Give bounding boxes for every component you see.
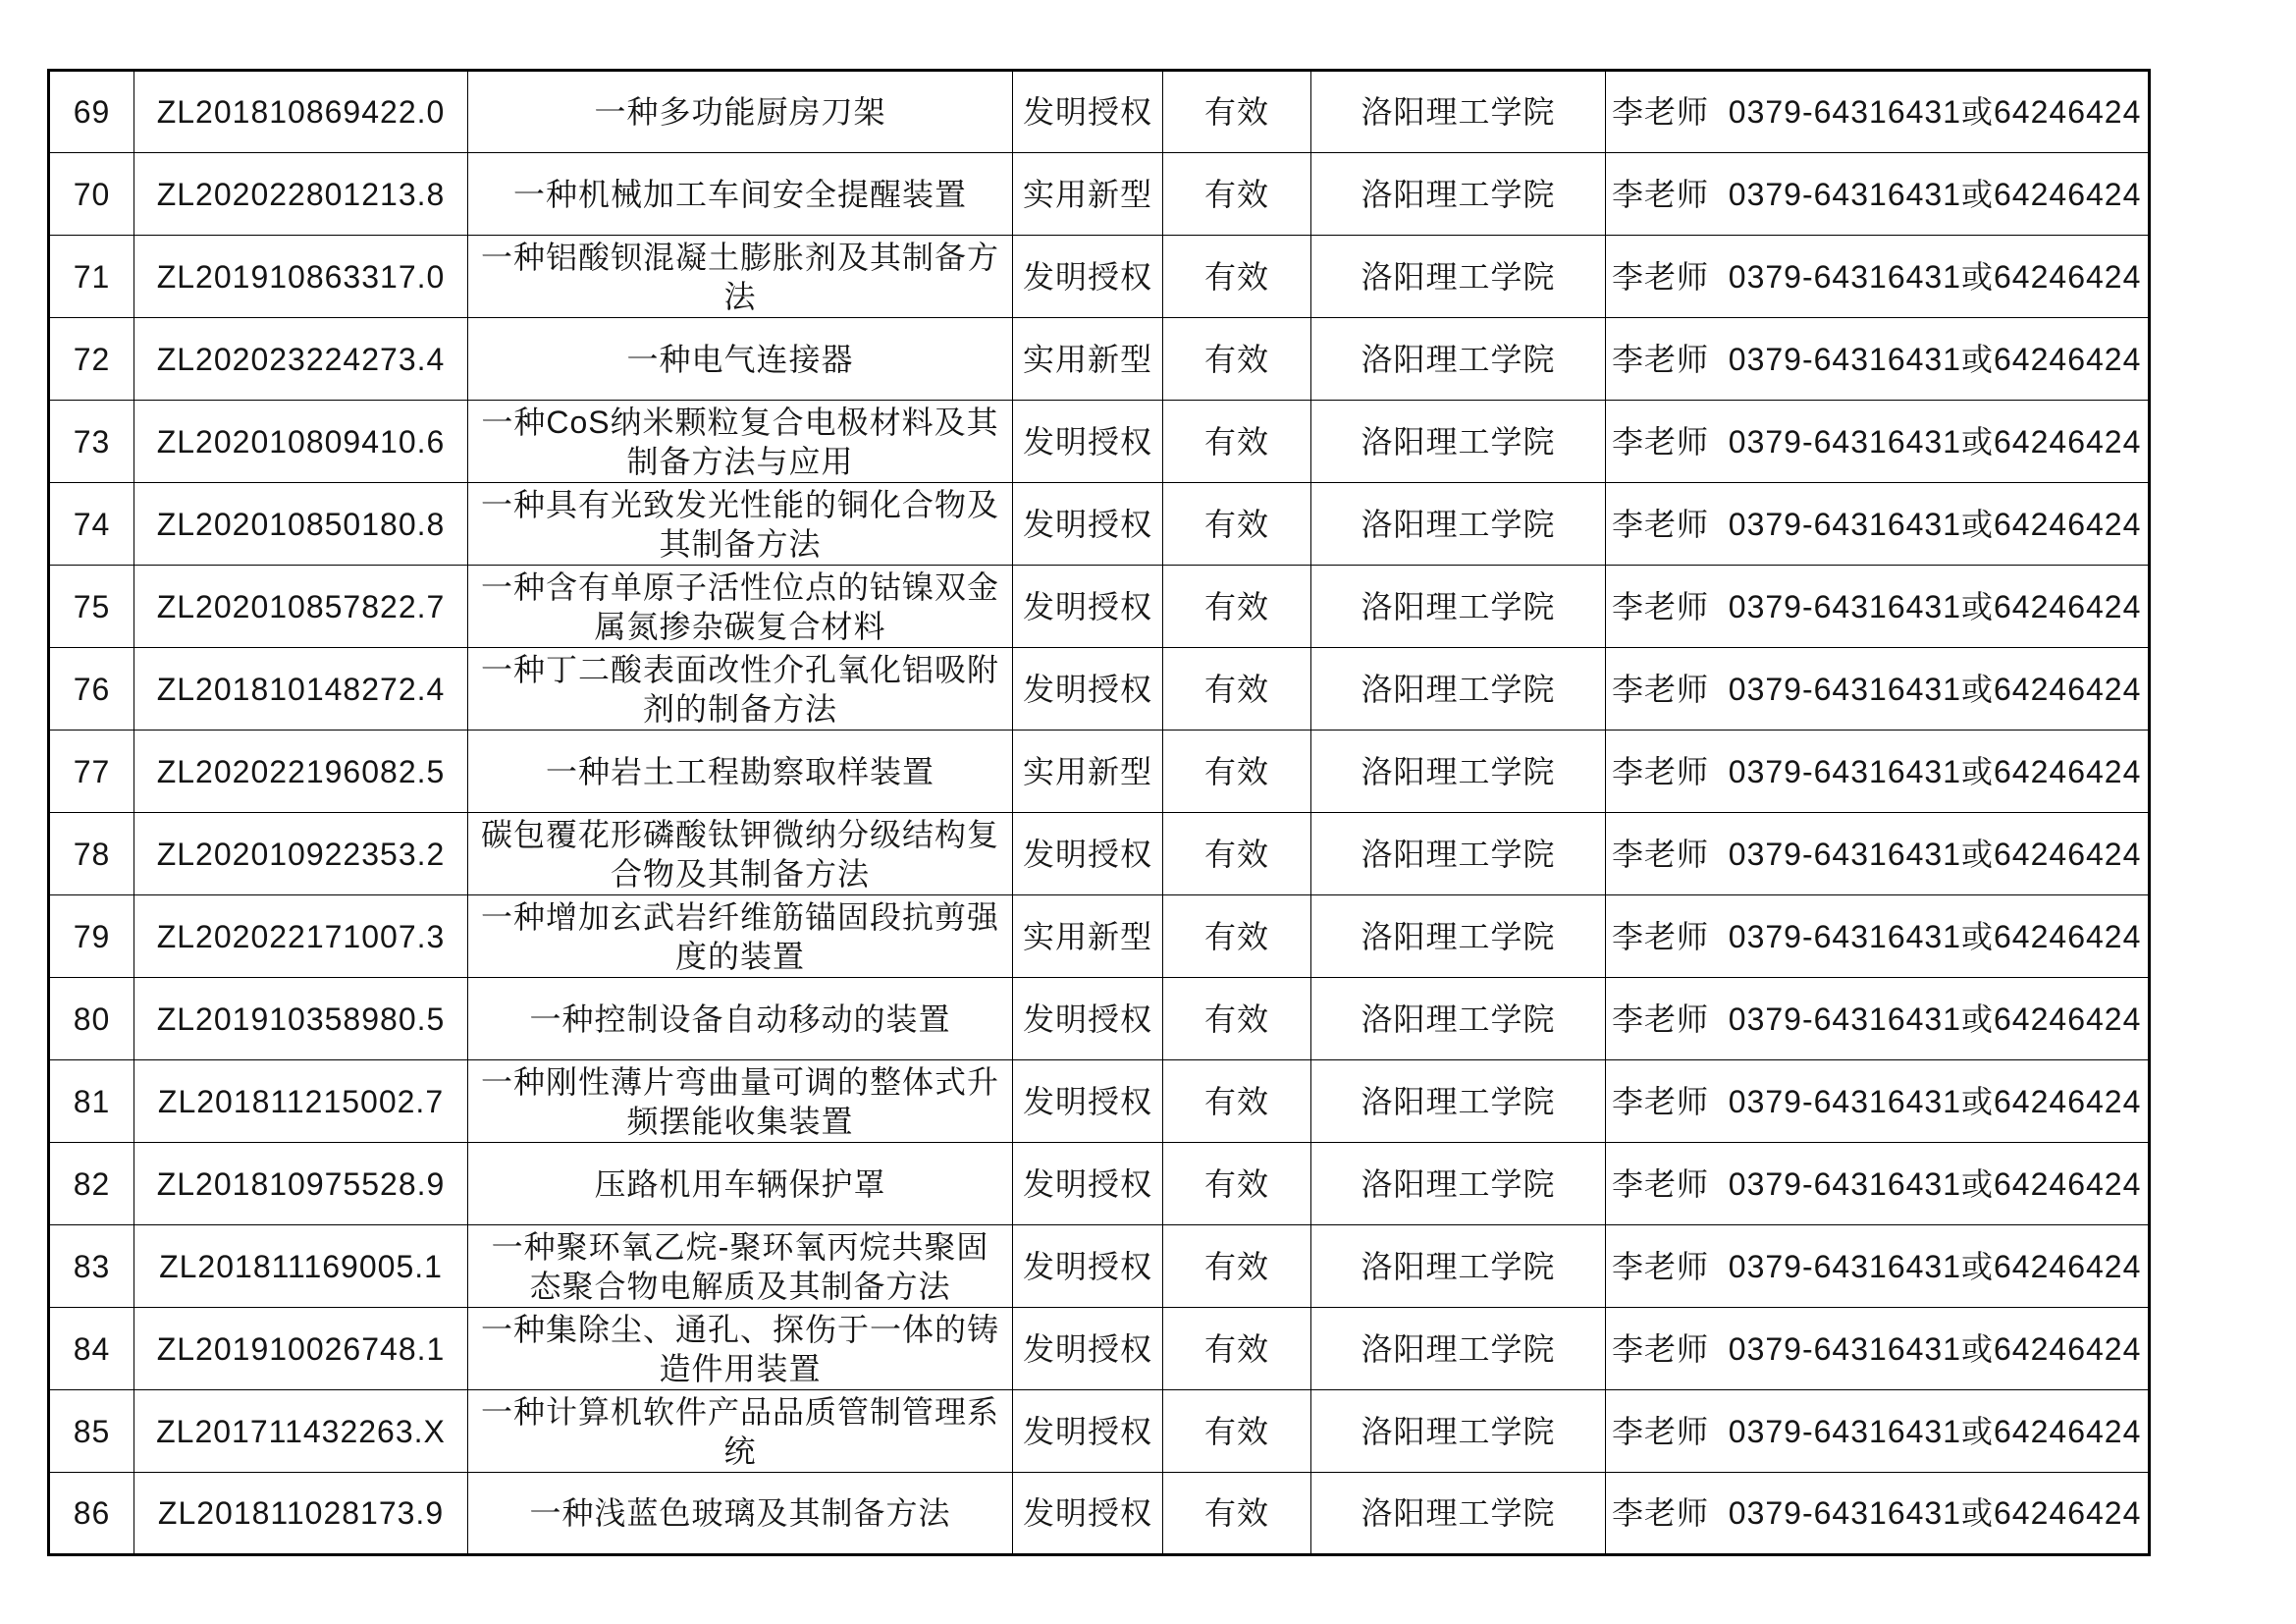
legal-status: 有效 (1163, 236, 1311, 318)
contact-info: 李老师 0379-64316431或64246424 (1606, 401, 2150, 483)
patent-number: ZL201811169005.1 (134, 1225, 468, 1308)
patent-title: 一种岩土工程勘察取样装置 (468, 731, 1013, 813)
table-row (49, 318, 2150, 401)
patent-number: ZL202023224273.4 (134, 318, 468, 401)
contact-info: 李老师 0379-64316431或64246424 (1606, 1308, 2150, 1390)
patent-type: 实用新型 (1013, 731, 1163, 813)
legal-status: 有效 (1163, 1225, 1311, 1308)
patent-type: 实用新型 (1013, 153, 1163, 236)
patent-holder: 洛阳理工学院 (1311, 401, 1606, 483)
patent-title: 一种机械加工车间安全提醒装置 (468, 153, 1013, 236)
patent-title: 一种铝酸钡混凝土膨胀剂及其制备方法 (468, 236, 1013, 318)
patent-title: 一种计算机软件产品品质管制管理系统 (468, 1390, 1013, 1473)
contact-info: 李老师 0379-64316431或64246424 (1606, 731, 2150, 813)
patent-holder: 洛阳理工学院 (1311, 1060, 1606, 1143)
legal-status: 有效 (1163, 813, 1311, 895)
patent-type: 发明授权 (1013, 483, 1163, 566)
row-number: 85 (49, 1390, 134, 1473)
row-number: 82 (49, 1143, 134, 1225)
patent-holder: 洛阳理工学院 (1311, 895, 1606, 978)
table-row (49, 648, 2150, 731)
table-row (49, 1390, 2150, 1473)
row-number: 73 (49, 401, 134, 483)
patent-type: 发明授权 (1013, 978, 1163, 1060)
table-row (49, 978, 2150, 1060)
row-number: 72 (49, 318, 134, 401)
contact-info: 李老师 0379-64316431或64246424 (1606, 236, 2150, 318)
legal-status: 有效 (1163, 318, 1311, 401)
contact-info: 李老师 0379-64316431或64246424 (1606, 1060, 2150, 1143)
patent-number: ZL201910358980.5 (134, 978, 468, 1060)
legal-status: 有效 (1163, 1473, 1311, 1555)
patent-number: ZL201810148272.4 (134, 648, 468, 731)
table-row (49, 1225, 2150, 1308)
table-row (49, 236, 2150, 318)
legal-status: 有效 (1163, 483, 1311, 566)
patent-type: 发明授权 (1013, 236, 1163, 318)
patent-holder: 洛阳理工学院 (1311, 648, 1606, 731)
patent-table (47, 69, 2151, 1556)
table-row (49, 1143, 2150, 1225)
patent-type: 发明授权 (1013, 566, 1163, 648)
patent-title: 一种增加玄武岩纤维筋锚固段抗剪强度的装置 (468, 895, 1013, 978)
row-number: 70 (49, 153, 134, 236)
row-number: 81 (49, 1060, 134, 1143)
patent-holder: 洛阳理工学院 (1311, 566, 1606, 648)
patent-title: 一种集除尘、通孔、探伤于一体的铸造件用装置 (468, 1308, 1013, 1390)
patent-title: 一种控制设备自动移动的装置 (468, 978, 1013, 1060)
patent-holder: 洛阳理工学院 (1311, 483, 1606, 566)
row-number: 78 (49, 813, 134, 895)
patent-type: 发明授权 (1013, 813, 1163, 895)
row-number: 77 (49, 731, 134, 813)
legal-status: 有效 (1163, 895, 1311, 978)
patent-number: ZL201910026748.1 (134, 1308, 468, 1390)
patent-number: ZL202022171007.3 (134, 895, 468, 978)
patent-number: ZL201910863317.0 (134, 236, 468, 318)
patent-type: 发明授权 (1013, 1308, 1163, 1390)
patent-type: 发明授权 (1013, 1060, 1163, 1143)
patent-holder: 洛阳理工学院 (1311, 1473, 1606, 1555)
patent-type: 发明授权 (1013, 71, 1163, 153)
legal-status: 有效 (1163, 566, 1311, 648)
patent-type: 发明授权 (1013, 1390, 1163, 1473)
table-row (49, 1060, 2150, 1143)
patent-holder: 洛阳理工学院 (1311, 978, 1606, 1060)
legal-status: 有效 (1163, 153, 1311, 236)
contact-info: 李老师 0379-64316431或64246424 (1606, 648, 2150, 731)
patent-holder: 洛阳理工学院 (1311, 236, 1606, 318)
patent-type: 发明授权 (1013, 401, 1163, 483)
contact-info: 李老师 0379-64316431或64246424 (1606, 1143, 2150, 1225)
contact-info: 李老师 0379-64316431或64246424 (1606, 566, 2150, 648)
patent-holder: 洛阳理工学院 (1311, 731, 1606, 813)
patent-holder: 洛阳理工学院 (1311, 1308, 1606, 1390)
contact-info: 李老师 0379-64316431或64246424 (1606, 483, 2150, 566)
legal-status: 有效 (1163, 1390, 1311, 1473)
patent-number: ZL201811215002.7 (134, 1060, 468, 1143)
contact-info: 李老师 0379-64316431或64246424 (1606, 978, 2150, 1060)
patent-type: 实用新型 (1013, 318, 1163, 401)
table-row (49, 1473, 2150, 1555)
row-number: 74 (49, 483, 134, 566)
patent-number: ZL201811028173.9 (134, 1473, 468, 1555)
contact-info: 李老师 0379-64316431或64246424 (1606, 813, 2150, 895)
patent-type: 发明授权 (1013, 648, 1163, 731)
legal-status: 有效 (1163, 648, 1311, 731)
table-row (49, 813, 2150, 895)
patent-title: 一种含有单原子活性位点的钴镍双金属氮掺杂碳复合材料 (468, 566, 1013, 648)
patent-title: 碳包覆花形磷酸钛钾微纳分级结构复合物及其制备方法 (468, 813, 1013, 895)
patent-type: 发明授权 (1013, 1473, 1163, 1555)
patent-title: 压路机用车辆保护罩 (468, 1143, 1013, 1225)
legal-status: 有效 (1163, 1143, 1311, 1225)
legal-status: 有效 (1163, 731, 1311, 813)
patent-holder: 洛阳理工学院 (1311, 1143, 1606, 1225)
patent-number: ZL202010809410.6 (134, 401, 468, 483)
patent-holder: 洛阳理工学院 (1311, 1225, 1606, 1308)
patent-title: 一种丁二酸表面改性介孔氧化铝吸附剂的制备方法 (468, 648, 1013, 731)
legal-status: 有效 (1163, 401, 1311, 483)
table-row (49, 566, 2150, 648)
table-row (49, 731, 2150, 813)
contact-info: 李老师 0379-64316431或64246424 (1606, 1390, 2150, 1473)
table-row (49, 153, 2150, 236)
row-number: 86 (49, 1473, 134, 1555)
patent-title: 一种多功能厨房刀架 (468, 71, 1013, 153)
table-row (49, 1308, 2150, 1390)
patent-holder: 洛阳理工学院 (1311, 153, 1606, 236)
patent-number: ZL202010850180.8 (134, 483, 468, 566)
contact-info: 李老师 0379-64316431或64246424 (1606, 153, 2150, 236)
patent-type: 发明授权 (1013, 1225, 1163, 1308)
row-number: 76 (49, 648, 134, 731)
row-number: 79 (49, 895, 134, 978)
table-row (49, 401, 2150, 483)
patent-holder: 洛阳理工学院 (1311, 318, 1606, 401)
patent-number: ZL201810975528.9 (134, 1143, 468, 1225)
legal-status: 有效 (1163, 1308, 1311, 1390)
row-number: 75 (49, 566, 134, 648)
patent-number: ZL201711432263.X (134, 1390, 468, 1473)
contact-info: 李老师 0379-64316431或64246424 (1606, 895, 2150, 978)
contact-info: 李老师 0379-64316431或64246424 (1606, 318, 2150, 401)
patent-title: 一种聚环氧乙烷-聚环氧丙烷共聚固态聚合物电解质及其制备方法 (468, 1225, 1013, 1308)
contact-info: 李老师 0379-64316431或64246424 (1606, 1473, 2150, 1555)
row-number: 71 (49, 236, 134, 318)
legal-status: 有效 (1163, 1060, 1311, 1143)
row-number: 80 (49, 978, 134, 1060)
row-number: 83 (49, 1225, 134, 1308)
patent-title: 一种刚性薄片弯曲量可调的整体式升频摆能收集装置 (468, 1060, 1013, 1143)
patent-number: ZL202010857822.7 (134, 566, 468, 648)
contact-info: 李老师 0379-64316431或64246424 (1606, 71, 2150, 153)
patent-holder: 洛阳理工学院 (1311, 813, 1606, 895)
patent-number: ZL202022801213.8 (134, 153, 468, 236)
patent-title: 一种具有光致发光性能的铜化合物及其制备方法 (468, 483, 1013, 566)
legal-status: 有效 (1163, 71, 1311, 153)
table-row (49, 895, 2150, 978)
patent-title: 一种浅蓝色玻璃及其制备方法 (468, 1473, 1013, 1555)
patent-number: ZL201810869422.0 (134, 71, 468, 153)
patent-title: 一种电气连接器 (468, 318, 1013, 401)
contact-info: 李老师 0379-64316431或64246424 (1606, 1225, 2150, 1308)
patent-holder: 洛阳理工学院 (1311, 71, 1606, 153)
patent-number: ZL202022196082.5 (134, 731, 468, 813)
row-number: 69 (49, 71, 134, 153)
legal-status: 有效 (1163, 978, 1311, 1060)
patent-type: 发明授权 (1013, 1143, 1163, 1225)
patent-holder: 洛阳理工学院 (1311, 1390, 1606, 1473)
patent-number: ZL202010922353.2 (134, 813, 468, 895)
table-row (49, 483, 2150, 566)
table-row (49, 71, 2150, 153)
row-number: 84 (49, 1308, 134, 1390)
patent-type: 实用新型 (1013, 895, 1163, 978)
patent-title: 一种CoS纳米颗粒复合电极材料及其制备方法与应用 (468, 401, 1013, 483)
